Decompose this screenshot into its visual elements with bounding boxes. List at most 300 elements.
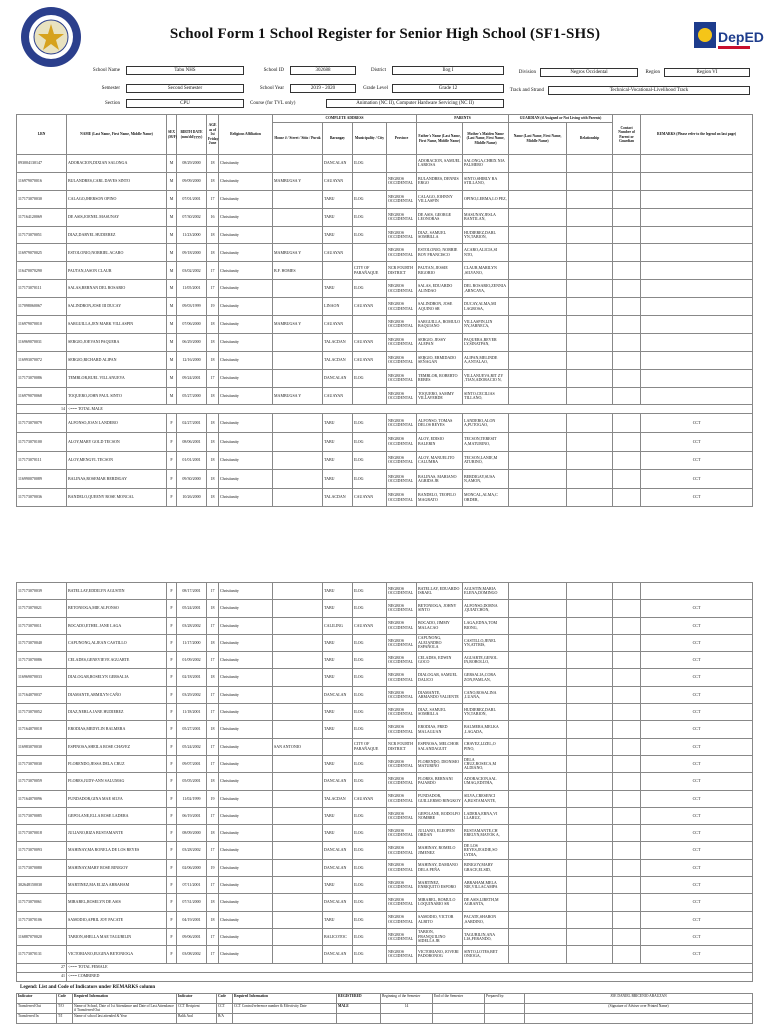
cell-house [273, 433, 323, 452]
cell-age: 18 [207, 600, 219, 617]
cell-prov: NEGROS OCCIDENTAL [387, 600, 417, 617]
cell-rem: CCT [641, 634, 753, 651]
cell-father: BOCADO, JIMMY MALACAO [417, 617, 463, 634]
cell-age: 18 [207, 316, 219, 334]
cell-empty [509, 351, 567, 369]
cell-age: 18 [207, 244, 219, 262]
cell-name: CELADES,GENEVIEVE AGUARTE [67, 652, 167, 669]
cell-empty [509, 451, 567, 470]
cell-lrn: 117173070131 [17, 946, 67, 963]
cell-mother: OPINO,LERMA,LO PEZ, [463, 190, 509, 208]
cell-mother: VILLASPIN,LIN NY,JARNECA, [463, 316, 509, 334]
cell-mother: CASTILLO,JENEL YN,ATTRIS, [463, 634, 509, 651]
cell-brgy: TABU [323, 877, 353, 894]
cell-age: 18 [207, 773, 219, 790]
cell-house [273, 333, 323, 351]
cell-empty [567, 414, 613, 433]
cell-rel: Christianity [219, 583, 273, 600]
col-religion: Religious Affiliation [219, 115, 273, 155]
legend-prepared-by: Prepared by: [485, 994, 525, 1004]
table-row [17, 825, 753, 842]
cell-birth: 01/01/2001 [177, 451, 207, 470]
cell-rem: CCT [641, 894, 753, 911]
cell-brgy: TABU [323, 704, 353, 721]
cell-house [273, 190, 323, 208]
cell-father: SAMODIO, VICTOR ALBITO [417, 911, 463, 928]
cell-rel: Christianity [219, 414, 273, 433]
cell-empty [567, 738, 613, 755]
cell-birth: 07/30/2002 [177, 208, 207, 226]
cell-lrn: 116983070030 [17, 738, 67, 755]
cell-sex: F [167, 433, 177, 452]
cell-sex: M [167, 316, 177, 334]
cell-rel: Christianity [219, 488, 273, 507]
cell-rel: Christianity [219, 790, 273, 807]
table-row [17, 316, 753, 334]
cell-empty [509, 208, 567, 226]
cell-father: PAUTAN, JESSIE BIGORIO [417, 262, 463, 280]
track-field: Technical-Vocational-Livelihood Track [548, 86, 750, 95]
legend-empty-1 [337, 1014, 381, 1024]
cell-mother: BINIGOY,MARY GRACE,ELSID, [463, 859, 509, 876]
cell-empty [567, 316, 613, 334]
table-row [17, 414, 753, 433]
cell-lrn: 117173070085 [17, 807, 67, 824]
legend-r2-code: T/I [57, 1014, 73, 1024]
cell-sex: M [167, 333, 177, 351]
cell-prov: NEGROS OCCIDENTAL [387, 172, 417, 190]
cell-empty [567, 911, 613, 928]
col-address-group: COMPLETE ADDRESS [273, 115, 417, 123]
cell-prov: NEGROS OCCIDENTAL [387, 773, 417, 790]
cell-age: 17 [207, 704, 219, 721]
cell-house [273, 807, 323, 824]
cell-rem: CCT [641, 807, 753, 824]
cell-rem [641, 172, 753, 190]
cell-sex: M [167, 262, 177, 280]
cell-birth: 06/19/2001 [177, 807, 207, 824]
cell-rem: CCT [641, 877, 753, 894]
cell-prov: NEGROS OCCIDENTAL [387, 190, 417, 208]
cell-father: TABION, FRANQUILINO SIDELLA JR [417, 928, 463, 945]
cell-lrn: 116969070033 [17, 669, 67, 686]
cell-empty [509, 298, 567, 316]
cell-father: ESTOLONIO, NORRIE BOY FRANCISCO [417, 244, 463, 262]
cell-mother: AGUSTIN,MARIA ELENA,DOMINGO [463, 583, 509, 600]
cell-mun: ILOG [353, 755, 387, 772]
legend-adviser-name: JOE DANIEL BRICENIO ABAUZAN [525, 994, 753, 1004]
cell-rem: CCT [641, 911, 753, 928]
cell-brgy [323, 738, 353, 755]
cell-rel: Christianity [219, 911, 273, 928]
cell-empty [567, 773, 613, 790]
cell-father: MAHINAY, ROMELO JIMENEZ [417, 842, 463, 859]
legend-r1-code: T/O [57, 1004, 73, 1014]
legend-r1-required: Name of School, Date of 1st Attendance and Date of Last Attendance if Transferred Out [73, 1004, 177, 1014]
legend-empty-5 [525, 1014, 753, 1024]
cell-birth: 08/17/2001 [177, 583, 207, 600]
col-father: Father's Name (Last Name, First Name, Middle Name) [417, 123, 463, 155]
cell-prov: NEGROS OCCIDENTAL [387, 226, 417, 244]
cell-lrn: 117173070040 [17, 634, 67, 651]
cell-rel: Christianity [219, 155, 273, 173]
cell-empty [613, 807, 641, 824]
cell-empty [567, 669, 613, 686]
cell-rel: Christianity [219, 928, 273, 945]
cell-empty [613, 669, 641, 686]
total-label: <=== TOTAL MALE [67, 405, 753, 414]
cell-prov: NEGROS OCCIDENTAL [387, 387, 417, 405]
cell-empty [567, 155, 613, 173]
col-municipality: Municipality / City [353, 123, 387, 155]
col-province: Province [387, 123, 417, 155]
cell-age: 17 [207, 686, 219, 703]
cell-sex: F [167, 721, 177, 738]
cell-lrn: 117173070036 [17, 488, 67, 507]
cell-lrn: 302648150030 [17, 877, 67, 894]
table-row [17, 877, 753, 894]
cell-birth: 04/19/2001 [177, 911, 207, 928]
col-name: NAME (Last Name, First Name, Middle Name) [67, 115, 167, 155]
cell-brgy: TABU [323, 583, 353, 600]
cell-lrn: 117173070100 [17, 433, 67, 452]
cell-father: FLORES, BERNANI PAJARDO [417, 773, 463, 790]
cell-empty [567, 244, 613, 262]
cell-empty [613, 316, 641, 334]
cell-age: 17 [207, 652, 219, 669]
cell-empty [613, 226, 641, 244]
course-field: Animation (NC II), Computer Hardware Servicing (NC II) [326, 99, 504, 108]
cell-mother: MASUNAY,JESLA BANTILAN, [463, 208, 509, 226]
cell-rel: Christianity [219, 190, 273, 208]
cell-empty [567, 262, 613, 280]
cell-brgy: DANCALAN [323, 894, 353, 911]
cell-empty [509, 155, 567, 173]
cell-father: BULANDRES, DENNIS ERGO [417, 172, 463, 190]
table-row [17, 190, 753, 208]
total-label: <=== TOTAL FEMALE [67, 963, 753, 972]
cell-rem: CCT [641, 721, 753, 738]
table-row [17, 738, 753, 755]
cell-father: BATELLAY, EDUARDO ISRAEL [417, 583, 463, 600]
cell-mun [353, 244, 387, 262]
cell-mun: ILOG [353, 226, 387, 244]
school-name-label: School Name [92, 68, 120, 73]
cell-age: 17 [207, 877, 219, 894]
cell-empty [509, 755, 567, 772]
cell-empty [613, 894, 641, 911]
cell-empty [613, 262, 641, 280]
col-contact: Contact Number of Parent or Guardian [613, 115, 641, 155]
cell-rem [641, 280, 753, 298]
cell-brgy: TABU [323, 226, 353, 244]
cell-empty [613, 704, 641, 721]
cell-empty [567, 894, 613, 911]
cell-empty [613, 451, 641, 470]
table-row [17, 686, 753, 703]
cell-empty [509, 686, 567, 703]
cell-age: 17 [207, 807, 219, 824]
cell-brgy: CAUAYAN [323, 244, 353, 262]
division-field: Negros Occidental [540, 68, 638, 77]
table-row [17, 351, 753, 369]
cell-mun: CITY OF PARAÑAQUE [353, 738, 387, 755]
cell-prov: NEGROS OCCIDENTAL [387, 946, 417, 963]
cell-house: MAMBUGSA Y [273, 316, 323, 334]
cell-sex: M [167, 226, 177, 244]
table-row [17, 721, 753, 738]
cell-birth: 05/24/2001 [177, 600, 207, 617]
cell-mother: ACARO,ALICIA,SI NTO, [463, 244, 509, 262]
cell-lrn: 117173070039 [17, 583, 67, 600]
cell-age: 17 [207, 755, 219, 772]
cell-mun [353, 316, 387, 334]
cell-lrn: 116979070010 [17, 316, 67, 334]
cell-empty [567, 825, 613, 842]
cell-age: 17 [207, 738, 219, 755]
cell-empty [613, 721, 641, 738]
cell-father: CALAGO, JOHNNY VILLASPIN [417, 190, 463, 208]
cell-mother: SINTO,LOTES,BET ONIOGA, [463, 946, 509, 963]
cell-empty [509, 946, 567, 963]
cell-prov: NEGROS OCCIDENTAL [387, 669, 417, 686]
cell-prov: NEGROS OCCIDENTAL [387, 451, 417, 470]
cell-brgy: TABU [323, 825, 353, 842]
table-row [17, 946, 753, 963]
cell-mun: ILOG [353, 894, 387, 911]
table-row [17, 433, 753, 452]
school-name-field: Tabu NHS [126, 66, 244, 75]
cell-empty [613, 686, 641, 703]
col-guardian-name: Name (Last Name, First Name, Middle Name) [509, 123, 567, 155]
cell-empty [509, 316, 567, 334]
cell-age: 19 [207, 790, 219, 807]
cell-age: 17 [207, 928, 219, 945]
table-row [17, 634, 753, 651]
cell-rem: CCT [641, 470, 753, 489]
cell-name: CAPUNONG,ALJEAN CASTILLO [67, 634, 167, 651]
table-row [17, 859, 753, 876]
cell-empty [567, 451, 613, 470]
legend-r2-code2: B/A [217, 1014, 233, 1024]
cell-father: VICTORIANO, JOVERI PADOBONOG [417, 946, 463, 963]
cell-age: 18 [207, 488, 219, 507]
cell-prov: NEGROS OCCIDENTAL [387, 316, 417, 334]
cell-empty [567, 190, 613, 208]
cell-rem [641, 583, 753, 600]
cell-rem: CCT [641, 686, 753, 703]
cell-mother: MONCAL,ALMA,C ORDER, [463, 488, 509, 507]
cell-name: SALAS,BERNAN DEL ROSARIO [67, 280, 167, 298]
cell-lrn: 117164120069 [17, 208, 67, 226]
legend-bos: Beginning of the Semester [381, 994, 433, 1004]
cell-prov: NEGROS OCCIDENTAL [387, 721, 417, 738]
cell-lrn: 117173070030 [17, 755, 67, 772]
cell-birth: 11/02/1999 [177, 790, 207, 807]
cell-rel: Christianity [219, 704, 273, 721]
cell-father: SALINDRON, JOSE AQUINO SR [417, 298, 463, 316]
cell-empty [613, 634, 641, 651]
cell-brgy: TABU [323, 755, 353, 772]
table-row [17, 583, 753, 600]
cell-empty [567, 617, 613, 634]
cell-house [273, 894, 323, 911]
cell-empty [509, 738, 567, 755]
cell-empty [567, 721, 613, 738]
legend-male-value: 14 [381, 1004, 433, 1014]
cell-age: 17 [207, 262, 219, 280]
cell-prov: NEGROS OCCIDENTAL [387, 859, 417, 876]
cell-father: DE ASIS, GEORGE LEONORAS [417, 208, 463, 226]
cell-sex: M [167, 244, 177, 262]
table-row [17, 298, 753, 316]
cell-birth: 09/06/2001 [177, 928, 207, 945]
cell-rel: Christianity [219, 333, 273, 351]
cell-rel: Christianity [219, 842, 273, 859]
table-row [17, 894, 753, 911]
cell-mother: GERSALIA,CORA ZON,PAMLAN, [463, 669, 509, 686]
cell-mother: CLAUR,MARILYN ,SILVANO, [463, 262, 509, 280]
cell-rem [641, 369, 753, 387]
cell-empty [613, 790, 641, 807]
cell-sex: F [167, 583, 177, 600]
legend-h-required: Required Information [73, 994, 177, 1004]
cell-empty [509, 617, 567, 634]
cell-father: FUNDADOR, GUILLERMO BINGKOY [417, 790, 463, 807]
cell-mun: ILOG [353, 825, 387, 842]
cell-father: FLORENDO, DIONISIO MATURIÑO [417, 755, 463, 772]
table-row [17, 911, 753, 928]
cell-mun: ILOG [353, 208, 387, 226]
cell-name: BOCADO,ETHEL JANE LAGA [67, 617, 167, 634]
cell-name: TEMBLOR,RUEL VILLANUEVA [67, 369, 167, 387]
cell-rem [641, 351, 753, 369]
cell-sex: F [167, 669, 177, 686]
legend-male: MALE [337, 1004, 381, 1014]
cell-empty [613, 928, 641, 945]
cell-empty [567, 433, 613, 452]
cell-brgy: TABU [323, 280, 353, 298]
cell-rem: CCT [641, 669, 753, 686]
cell-father: SERGIO, ERMIDADO SEÑAGAN [417, 351, 463, 369]
table-row [17, 600, 753, 617]
cell-father: DIAZ, SAMUEL SOMBILLA [417, 226, 463, 244]
cell-prov: NEGROS OCCIDENTAL [387, 807, 417, 824]
cell-rel: Christianity [219, 208, 273, 226]
cell-sex: M [167, 172, 177, 190]
cell-house [273, 634, 323, 651]
cell-sex: F [167, 842, 177, 859]
cell-birth: 03/08/2002 [177, 946, 207, 963]
table-row [17, 470, 753, 489]
cell-empty [567, 351, 613, 369]
cell-empty [567, 333, 613, 351]
cell-prov: NEGROS OCCIDENTAL [387, 583, 417, 600]
cell-rel: Christianity [219, 738, 273, 755]
cell-age: 18 [207, 433, 219, 452]
cell-rem: CCT [641, 928, 753, 945]
grade-level-label: Grade Level [363, 86, 388, 91]
cell-rel: Christianity [219, 721, 273, 738]
cell-prov: NEGROS OCCIDENTAL [387, 333, 417, 351]
cell-sex: F [167, 652, 177, 669]
total-label: <=== COMBINED [67, 972, 753, 981]
cell-house [273, 414, 323, 433]
page-break [0, 562, 768, 580]
cell-name: ALFONSO,JOAN LANDERO [67, 414, 167, 433]
cell-prov: NEGROS OCCIDENTAL [387, 842, 417, 859]
legend-r1-required2: CCT Control/reference number & Effectivity Date [233, 1004, 337, 1014]
cell-father: SALAS, EDUARDO ALINDAO [417, 280, 463, 298]
cell-mun [353, 387, 387, 405]
cell-mun: CAUAYAN [353, 298, 387, 316]
cell-father: ESPINOSA, MELCHOR SALANDAGUIT [417, 738, 463, 755]
cell-empty [613, 333, 641, 351]
cell-rem [641, 190, 753, 208]
cell-age: 17 [207, 617, 219, 634]
cell-house [273, 617, 323, 634]
cell-house [273, 226, 323, 244]
cell-name: DIAZ,NERLA JANE HUDIEREZ [67, 704, 167, 721]
table-row [17, 451, 753, 470]
cell-father: DIALOGAR, SAMUEL DALICO [417, 669, 463, 686]
cell-rem: CCT [641, 825, 753, 842]
cell-prov: NEGROS OCCIDENTAL [387, 280, 417, 298]
cell-sex: M [167, 351, 177, 369]
cell-birth: 05/27/2000 [177, 387, 207, 405]
cell-prov: NEGROS OCCIDENTAL [387, 244, 417, 262]
cell-birth: 11/05/2001 [177, 280, 207, 298]
cell-mother: ALIPAN,MELINDE A,ANTALAO, [463, 351, 509, 369]
cell-birth: 03/28/2002 [177, 842, 207, 859]
cell-mother: DUCAY,ALMA,MI LAGROSA, [463, 298, 509, 316]
table-row [17, 387, 753, 405]
cell-birth: 07/11/2001 [177, 877, 207, 894]
cell-empty [613, 773, 641, 790]
cell-father: SERGIO, JESSY ALEPAN [417, 333, 463, 351]
cell-birth: 05/24/2002 [177, 738, 207, 755]
cell-lrn: 117098060067 [17, 298, 67, 316]
cell-age: 18 [207, 470, 219, 489]
cell-empty [567, 226, 613, 244]
cell-rel: Christianity [219, 634, 273, 651]
col-mother: Mother's Maiden Name (Last Name, First Name, Middle Name) [463, 123, 509, 155]
cell-house [273, 755, 323, 772]
cell-empty [613, 208, 641, 226]
total-row [17, 963, 753, 972]
cell-mun: ILOG [353, 652, 387, 669]
total-count: 14 [17, 405, 67, 414]
table-row [17, 208, 753, 226]
total-count: 41 [17, 972, 67, 981]
cell-mun: CITY OF PARAÑAQUE [353, 262, 387, 280]
table-row [17, 226, 753, 244]
cell-name: SAMODIO,APRIL JOY PACATE [67, 911, 167, 928]
cell-rel: Christianity [219, 387, 273, 405]
table-row [17, 807, 753, 824]
cell-empty [509, 369, 567, 387]
legend-r1-indicator2: CCT Recipient [177, 1004, 217, 1014]
cell-lrn: 117173070021 [17, 600, 67, 617]
cell-empty [567, 387, 613, 405]
cell-name: DIAZ,DARYEL HUDIEREZ [67, 226, 167, 244]
total-row [17, 972, 753, 981]
table-row [17, 369, 753, 387]
division-label: Division [518, 70, 536, 75]
cell-mother: CHAVEZ,LIZEL,O PINO, [463, 738, 509, 755]
cell-lrn: 117173070061 [17, 894, 67, 911]
total-count: 27 [17, 963, 67, 972]
